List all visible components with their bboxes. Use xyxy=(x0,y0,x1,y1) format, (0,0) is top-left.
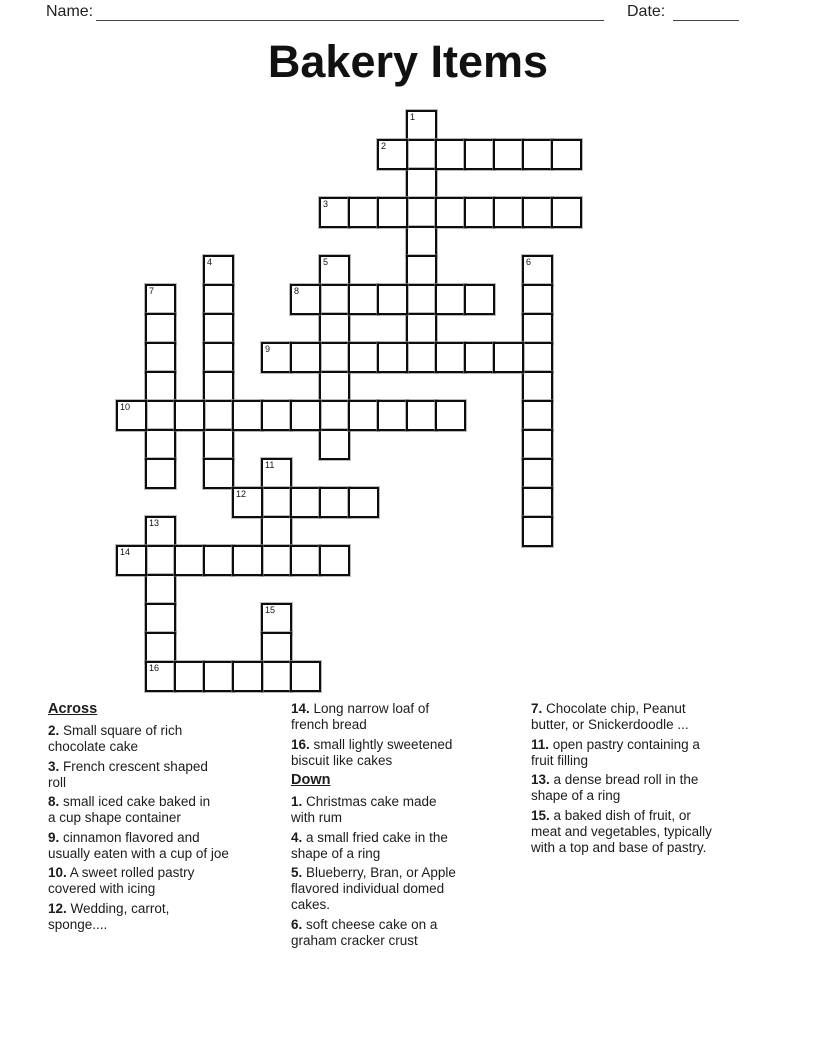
grid-cell[interactable] xyxy=(406,226,437,257)
clue-line: roll xyxy=(48,774,67,790)
grid-cell[interactable] xyxy=(522,371,553,402)
clue-number: 3. xyxy=(48,758,60,774)
clue-line: 9. cinnamon flavored and xyxy=(48,829,200,845)
grid-cell[interactable] xyxy=(522,197,553,228)
grid-cell[interactable] xyxy=(203,545,234,576)
grid-cell[interactable] xyxy=(174,545,205,576)
cell-number: 15 xyxy=(265,605,276,615)
grid-cell[interactable] xyxy=(522,342,553,373)
clue-number: 16. xyxy=(291,736,310,752)
grid-cell[interactable] xyxy=(145,284,176,315)
grid-cell[interactable] xyxy=(435,197,466,228)
grid-cell[interactable] xyxy=(319,313,350,344)
clue-4 xyxy=(291,830,529,862)
clue-number: 6. xyxy=(291,916,303,932)
clue-number: 15. xyxy=(531,807,550,823)
grid-cell[interactable] xyxy=(522,487,553,518)
cell-number: 4 xyxy=(207,257,213,267)
grid-cell[interactable] xyxy=(290,661,321,692)
cell-number: 8 xyxy=(294,286,300,296)
grid-cell[interactable] xyxy=(348,487,379,518)
name-blank-line[interactable] xyxy=(96,3,604,21)
grid-cell[interactable] xyxy=(377,284,408,315)
grid-cell[interactable] xyxy=(290,342,321,373)
clue-line: with a top and base of pastry. xyxy=(531,839,707,855)
grid-cell[interactable] xyxy=(145,632,176,663)
clue-16 xyxy=(291,737,529,769)
clue-9 xyxy=(48,830,296,862)
grid-cell[interactable] xyxy=(435,342,466,373)
clue-10 xyxy=(48,865,296,897)
clue-6 xyxy=(291,917,529,949)
grid-cell[interactable] xyxy=(406,197,437,228)
clue-number: 5. xyxy=(291,865,303,880)
grid-cell[interactable] xyxy=(551,139,582,170)
clue-line: shape of a ring xyxy=(531,788,621,803)
clue-line: covered with icing xyxy=(48,881,156,896)
clue-number: 12. xyxy=(48,900,67,916)
date-blank-line[interactable] xyxy=(673,3,739,21)
grid-cell[interactable] xyxy=(464,284,495,315)
grid-cell[interactable] xyxy=(406,313,437,344)
cell-number: 11 xyxy=(265,460,275,470)
grid-cell[interactable] xyxy=(203,342,234,373)
name-label: Name: xyxy=(46,3,94,20)
date-label: Date: xyxy=(627,3,666,20)
clue-number: 10. xyxy=(48,865,67,880)
clue-number: 7. xyxy=(531,701,543,716)
clue-line: 2. Small square of rich xyxy=(48,723,183,738)
puzzle-title: Bakery Items xyxy=(267,36,549,87)
clue-line: shape of a ring xyxy=(291,845,381,861)
grid-cell[interactable] xyxy=(145,545,176,576)
grid-cell[interactable] xyxy=(319,371,350,402)
grid-cell[interactable] xyxy=(319,429,350,460)
clue-line: 12. Wedding, carrot, xyxy=(48,900,170,916)
grid-cell[interactable] xyxy=(464,197,495,228)
grid-cell[interactable] xyxy=(522,255,553,286)
grid-cell[interactable] xyxy=(319,197,350,228)
clue-line: graham cracker crust xyxy=(291,932,418,948)
clue-line: chocolate cake xyxy=(48,739,139,754)
clue-column xyxy=(48,701,296,936)
clue-line: 11. open pastry containing a xyxy=(531,736,700,752)
grid-cell[interactable] xyxy=(232,661,263,692)
cell-number: 12 xyxy=(236,489,247,499)
grid-cell[interactable] xyxy=(261,400,292,431)
grid-cell[interactable] xyxy=(435,139,466,170)
grid-cell[interactable] xyxy=(203,313,234,344)
clue-line: cakes. xyxy=(291,897,331,912)
clue-line: 3. French crescent shaped xyxy=(48,758,208,774)
clue-line: sponge.... xyxy=(48,916,108,932)
grid-cell[interactable] xyxy=(261,458,292,489)
clue-12 xyxy=(48,901,296,933)
grid-cell[interactable] xyxy=(406,342,437,373)
grid-cell[interactable] xyxy=(145,429,176,460)
clue-11 xyxy=(531,737,793,769)
grid-cell[interactable] xyxy=(406,284,437,315)
clue-15 xyxy=(531,808,793,856)
grid-cell[interactable] xyxy=(203,255,234,286)
grid-cell[interactable] xyxy=(493,197,524,228)
clue-number: 4. xyxy=(291,829,303,845)
clue-number: 14. xyxy=(291,701,310,716)
grid-cell[interactable] xyxy=(116,545,147,576)
grid-cell[interactable] xyxy=(377,400,408,431)
grid-cell[interactable] xyxy=(319,545,350,576)
clue-8 xyxy=(48,794,296,826)
clue-column xyxy=(531,701,793,859)
clue-1 xyxy=(291,794,529,826)
cell-number: 3 xyxy=(323,199,329,209)
grid-cell[interactable] xyxy=(319,342,350,373)
cell-number: 1 xyxy=(410,112,416,122)
clue-number: 8. xyxy=(48,794,60,809)
clue-line: with rum xyxy=(291,810,343,825)
grid-cell[interactable] xyxy=(174,661,205,692)
grid-cell[interactable] xyxy=(377,197,408,228)
clue-line: 15. a baked dish of fruit, or xyxy=(531,807,691,823)
grid-cell[interactable] xyxy=(319,487,350,518)
clue-line: 7. Chocolate chip, Peanut xyxy=(531,701,686,716)
grid-cell[interactable] xyxy=(261,342,292,373)
cell-number: 9 xyxy=(265,344,271,354)
grid-cell[interactable] xyxy=(145,603,176,634)
grid-cell[interactable] xyxy=(261,545,292,576)
grid-cell[interactable] xyxy=(203,371,234,402)
grid-cell[interactable] xyxy=(261,516,292,547)
grid-cell[interactable] xyxy=(464,342,495,373)
clue-number: 2. xyxy=(48,723,60,738)
grid-cell[interactable] xyxy=(232,487,263,518)
grid-cell[interactable] xyxy=(319,255,350,286)
grid-cell[interactable] xyxy=(290,487,321,518)
clue-number: 11. xyxy=(531,736,550,752)
grid-cell[interactable] xyxy=(435,284,466,315)
clue-line: meat and vegetables, typically xyxy=(531,823,712,839)
clue-line: biscuit like cakes xyxy=(291,752,393,768)
clue-line: 13. a dense bread roll in the xyxy=(531,772,699,787)
clue-line: usually eaten with a cup of joe xyxy=(48,845,229,861)
cell-number: 14 xyxy=(120,547,131,557)
clue-number: 9. xyxy=(48,829,60,845)
grid-cell[interactable] xyxy=(145,313,176,344)
grid-cell[interactable] xyxy=(203,400,234,431)
grid-cell[interactable] xyxy=(377,342,408,373)
grid-cell[interactable] xyxy=(145,516,176,547)
clue-line: fruit filling xyxy=(531,752,589,768)
grid-cell[interactable] xyxy=(406,110,437,141)
clue-line: 16. small lightly sweetened xyxy=(291,736,453,752)
grid-cell[interactable] xyxy=(319,284,350,315)
grid-cell[interactable] xyxy=(522,516,553,547)
clue-5 xyxy=(291,865,529,913)
grid-cell[interactable] xyxy=(551,197,582,228)
clue-line: 14. Long narrow loaf of xyxy=(291,701,430,716)
grid-cell[interactable] xyxy=(464,139,495,170)
across-heading: Across xyxy=(48,701,98,717)
grid-cell[interactable] xyxy=(522,284,553,315)
grid-cell[interactable] xyxy=(348,400,379,431)
cell-number: 13 xyxy=(149,518,160,528)
grid-cell[interactable] xyxy=(522,313,553,344)
grid-cell[interactable] xyxy=(116,400,147,431)
grid-cell[interactable] xyxy=(348,197,379,228)
clue-line: 5. Blueberry, Bran, or Apple xyxy=(291,865,456,880)
grid-cell[interactable] xyxy=(522,458,553,489)
clue-line: a cup shape container xyxy=(48,810,181,825)
cell-number: 7 xyxy=(149,286,155,296)
grid-cell[interactable] xyxy=(290,545,321,576)
grid-cell[interactable] xyxy=(145,458,176,489)
grid-cell[interactable] xyxy=(406,168,437,199)
clue-number: 1. xyxy=(291,794,303,809)
grid-cell[interactable] xyxy=(232,400,263,431)
grid-cell[interactable] xyxy=(145,574,176,605)
grid-cell[interactable] xyxy=(522,429,553,460)
grid-cell[interactable] xyxy=(145,400,176,431)
clue-line: 4. a small fried cake in the xyxy=(291,829,448,845)
grid-cell[interactable] xyxy=(493,342,524,373)
grid-cell[interactable] xyxy=(203,429,234,460)
grid-cell[interactable] xyxy=(203,661,234,692)
clue-13 xyxy=(531,772,793,804)
clue-2 xyxy=(48,723,296,755)
clue-14 xyxy=(291,701,529,733)
clue-column xyxy=(291,701,529,952)
clue-line: 8. small iced cake baked in xyxy=(48,794,211,809)
grid-cell[interactable] xyxy=(377,139,408,170)
grid-cell[interactable] xyxy=(261,487,292,518)
grid-cell[interactable] xyxy=(319,400,350,431)
cell-number: 5 xyxy=(323,257,329,267)
grid-cell[interactable] xyxy=(290,284,321,315)
clue-line: butter, or Snickerdoodle ... xyxy=(531,717,689,732)
down-heading: Down xyxy=(291,772,331,788)
cell-number: 2 xyxy=(381,141,387,151)
grid-cell[interactable] xyxy=(406,400,437,431)
cell-number: 16 xyxy=(149,663,160,673)
clue-line: 1. Christmas cake made xyxy=(291,794,437,809)
grid-cell[interactable] xyxy=(145,342,176,373)
clue-7 xyxy=(531,701,793,733)
grid-cell[interactable] xyxy=(232,545,263,576)
grid-cell[interactable] xyxy=(145,371,176,402)
cell-number: 6 xyxy=(526,257,532,267)
grid-cell[interactable] xyxy=(261,661,292,692)
clue-line: 10. A sweet rolled pastry xyxy=(48,865,195,880)
grid-cell[interactable] xyxy=(290,400,321,431)
grid-cell[interactable] xyxy=(348,284,379,315)
grid-cell[interactable] xyxy=(203,458,234,489)
grid-cell[interactable] xyxy=(435,400,466,431)
grid-cell[interactable] xyxy=(145,661,176,692)
grid-cell[interactable] xyxy=(406,139,437,170)
clue-3 xyxy=(48,759,296,791)
grid-cell[interactable] xyxy=(261,632,292,663)
clue-line: french bread xyxy=(291,717,367,732)
grid-cell[interactable] xyxy=(174,400,205,431)
cell-number: 10 xyxy=(120,402,131,412)
clue-line: 6. soft cheese cake on a xyxy=(291,916,438,932)
clue-line: flavored individual domed xyxy=(291,881,445,896)
clue-number: 13. xyxy=(531,772,550,787)
grid-cell[interactable] xyxy=(203,284,234,315)
grid-cell[interactable] xyxy=(522,400,553,431)
grid-cell[interactable] xyxy=(522,139,553,170)
grid-cell[interactable] xyxy=(348,342,379,373)
grid-cell[interactable] xyxy=(406,255,437,286)
grid-cell[interactable] xyxy=(261,603,292,634)
grid-cell[interactable] xyxy=(493,139,524,170)
